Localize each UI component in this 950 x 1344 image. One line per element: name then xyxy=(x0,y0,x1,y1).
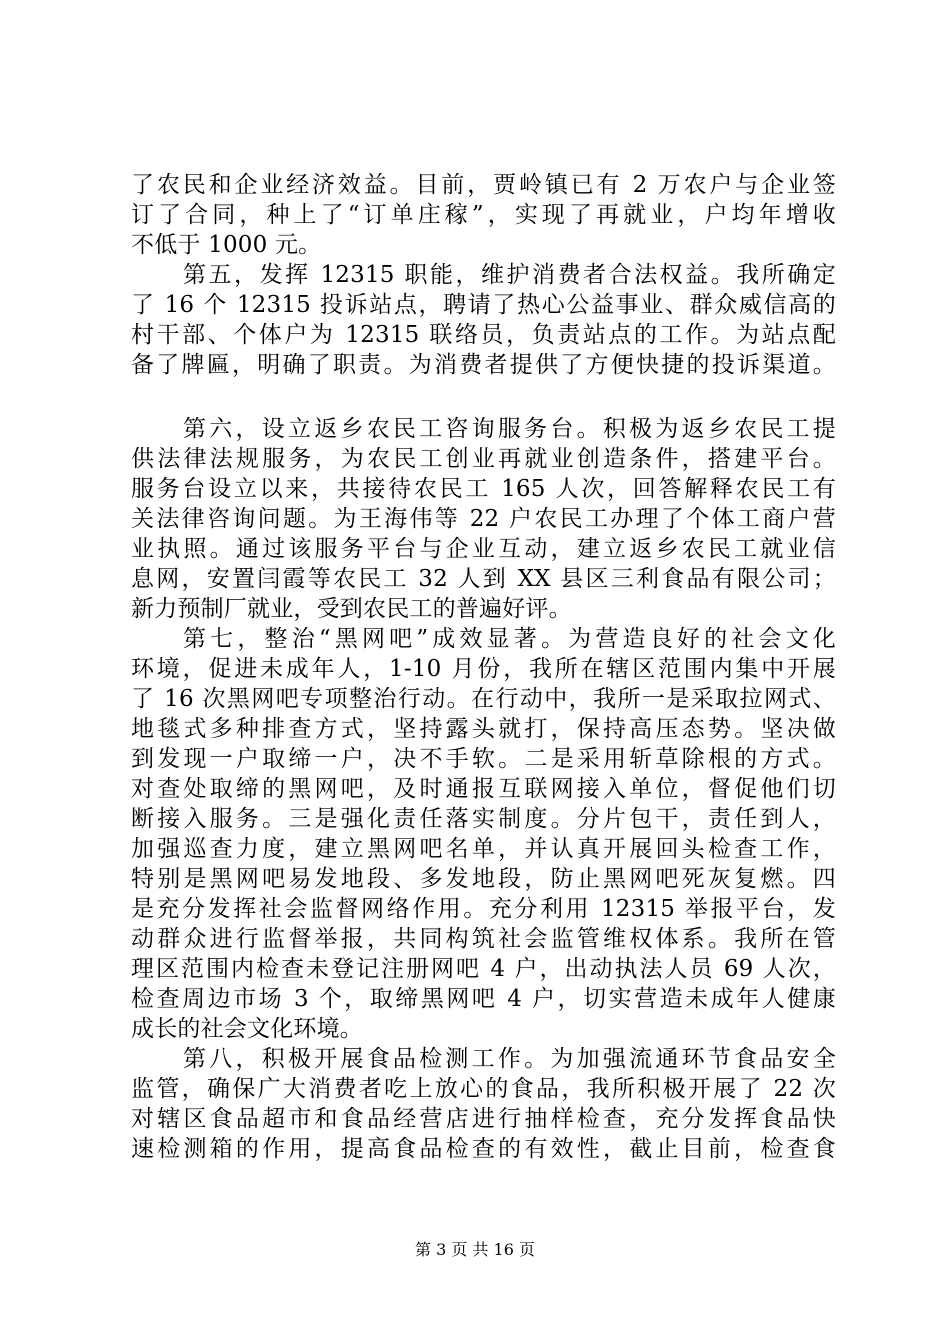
text-line: 第五，发挥 12315 职能，维护消费者合法权益。我所确定 xyxy=(183,262,836,288)
text-line: 地毯式多种排查方式，坚持露头就打，保持高压态势。坚决做 xyxy=(131,716,836,742)
paragraph-continuation xyxy=(131,170,836,260)
text-line: 关法律咨询问题。为王海伟等 22 户农民工办理了个体工商户营 xyxy=(131,506,836,532)
text-line: 成长的社会文化环境。 xyxy=(131,1016,363,1042)
text-line: 检查周边市场 3 个，取缔黑网吧 4 户，切实营造未成年人健康 xyxy=(131,986,836,1012)
text-line: 环境，促进未成年人，1-10 月份，我所在辖区范围内集中开展 xyxy=(131,656,836,682)
paragraph-fifth xyxy=(131,260,836,380)
paragraph-seventh xyxy=(131,624,836,1044)
text-line: 断接入服务。三是强化责任落实制度。分片包干，责任到人， xyxy=(131,806,836,832)
text-line: 监管，确保广大消费者吃上放心的食品，我所积极开展了 22 次 xyxy=(131,1076,836,1102)
text-line: 是充分发挥社会监督网络作用。充分利用 12315 举报平台，发 xyxy=(131,896,836,922)
text-line: 了 16 次黑网吧专项整治行动。在行动中，我所一是采取拉网式、 xyxy=(131,686,836,712)
text-line: 动群众进行监督举报，共同构筑社会监管维权体系。我所在管 xyxy=(131,926,836,952)
text-line: 备了牌匾，明确了职责。为消费者提供了方便快捷的投诉渠道。 xyxy=(131,352,836,378)
paragraph-gap xyxy=(131,380,836,414)
text-line: 速检测箱的作用，提高食品检查的有效性，截止目前，检查食 xyxy=(131,1136,836,1162)
text-line: 了 16 个 12315 投诉站点，聘请了热心公益事业、群众威信高的 xyxy=(131,292,836,318)
text-line: 业执照。通过该服务平台与企业互动，建立返乡农民工就业信 xyxy=(131,536,836,562)
text-line: 村干部、个体户为 12315 联络员，负责站点的工作。为站点配 xyxy=(131,322,836,348)
text-line: 特别是黑网吧易发地段、多发地段，防止黑网吧死灰复燃。四 xyxy=(131,866,836,892)
text-line: 不低于 1000 元。 xyxy=(131,232,322,258)
paragraph-eighth xyxy=(131,1044,836,1164)
text-line: 了农民和企业经济效益。目前，贾岭镇已有 2 万农户与企业签 xyxy=(131,172,836,198)
text-line: 对查处取缔的黑网吧，及时通报互联网接入单位，督促他们切 xyxy=(131,776,836,802)
page-number-footer: 第 3 页 共 16 页 xyxy=(415,1240,535,1259)
text-line: 服务台设立以来，共接待农民工 165 人次，回答解释农民工有 xyxy=(131,476,836,502)
text-line: 供法律法规服务，为农民工创业再就业创造条件，搭建平台。 xyxy=(131,446,836,472)
text-line: 订了合同，种上了“订单庄稼”，实现了再就业，户均年增收 xyxy=(131,202,836,228)
text-line: 新力预制厂就业，受到农民工的普遍好评。 xyxy=(131,596,572,622)
text-line: 第八，积极开展食品检测工作。为加强流通环节食品安全 xyxy=(183,1046,836,1072)
text-line: 对辖区食品超市和食品经营店进行抽样检查，充分发挥食品快 xyxy=(131,1106,836,1132)
text-line: 到发现一户取缔一户，决不手软。二是采用斩草除根的方式。 xyxy=(131,746,836,772)
paragraph-sixth xyxy=(131,414,836,624)
text-line: 理区范围内检查未登记注册网吧 4 户，出动执法人员 69 人次， xyxy=(131,956,836,982)
text-line: 第六，设立返乡农民工咨询服务台。积极为返乡农民工提 xyxy=(183,416,836,442)
document-body xyxy=(131,170,836,1164)
text-line: 息网，安置闫霞等农民工 32 人到 XX 县区三利食品有限公司； xyxy=(131,566,836,592)
text-line: 第七，整治“黑网吧”成效显著。为营造良好的社会文化 xyxy=(183,626,836,652)
text-line: 加强巡查力度，建立黑网吧名单，并认真开展回头检查工作， xyxy=(131,836,836,862)
